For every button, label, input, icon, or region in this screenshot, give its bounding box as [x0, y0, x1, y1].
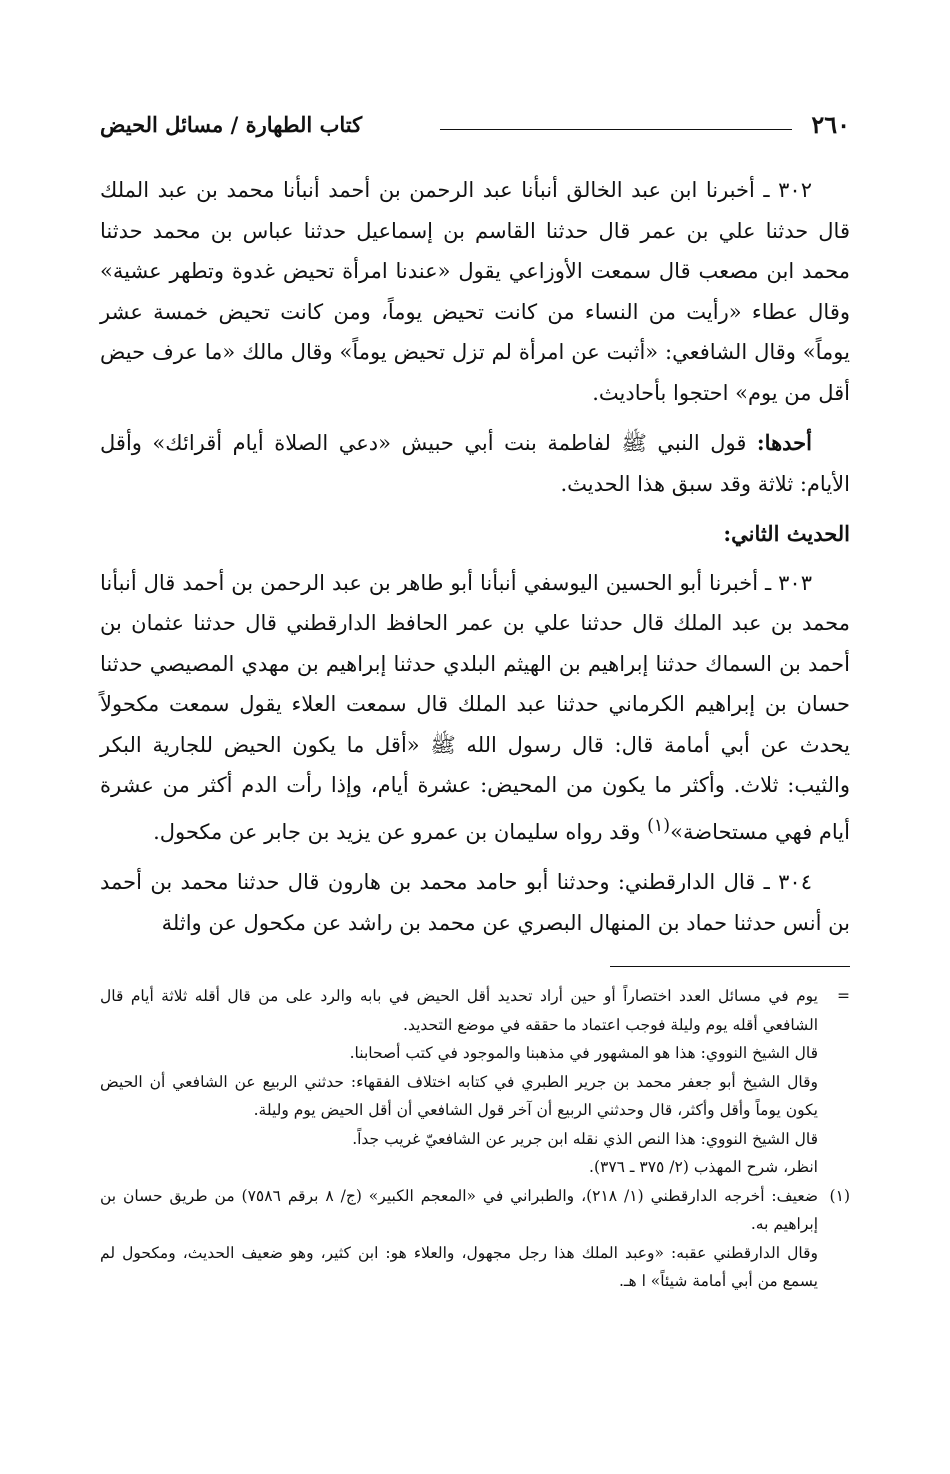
footnotes: [100, 982, 850, 1296]
paragraph-first-hadith: [100, 423, 850, 504]
footnote-ref-1: (١): [647, 815, 671, 836]
header-rule: [440, 129, 792, 130]
paragraph-302: ٣٠٢ ـ أخبرنا ابن عبد الخالق أنبأنا عبد الرحمن بن أحمد أنبأنا محمد بن عبد الملك قال حدثنا علي بن عمر قال حدثنا القاسم بن إسماعيل حدثنا عباس بن محمد حدثنا محمد ابن مصعب قال سمعت الأوزاعي يقول «عندنا امرأة تحيض غدوة وتطهر عشية» وقال عطاء «رأيت من النساء من كانت تحيض يوماً، ومن كانت تحيض خمسة عشر يوماً» وقال الشافعي: «أثبت عن امرأة لم تزل تحيض يوماً» وقال مالك «ما عرف حيض أقل من يوم» احتجوا بأحاديث.: [100, 178, 850, 405]
footnote-ref-sharh: انظر، شرح المهذب (٢/ ٣٧٥ ـ ٣٧٦).: [589, 1158, 818, 1176]
first-label: أحدها:: [756, 430, 812, 455]
footnote-nawawi-1: قال الشيخ النووي: هذا هو المشهور في مذهبنا والموجود في كتب أصحابنا.: [349, 1044, 818, 1062]
main-text: [100, 170, 850, 953]
running-title: كتاب الطهارة / مسائل الحيض: [100, 112, 363, 137]
first-text: قول النبي ﷺ لفاطمة بنت أبي حبيش «دعي الصلاة أيام أقرائك» وأقل الأيام: ثلاثة وقد سبق هذا الحديث.: [100, 431, 850, 496]
page-header: [100, 110, 850, 150]
paragraph-303: [100, 563, 850, 853]
footnote-1-marker: (١): [829, 1186, 850, 1205]
footnote-continuation: [100, 982, 850, 1039]
footnote-1-text: ضعيف: أخرجه الدارقطني (١/ ٢١٨)، والطبراني في «المعجم الكبير» (ج/ ٨ برقم ٧٥٨٦) من طريق حسان بن إبراهيم به.: [100, 1186, 818, 1233]
footnote-rule: [610, 966, 850, 967]
page-number: ٢٦٠: [811, 110, 850, 139]
footnote-continuation-text: يوم في مسائل العدد اختصاراً أو حين أراد تحديد أقل الحيض في بابه والرد على من قال أقله ثلاثة أيام قال الشافعي أقله يوم وليلة فوجب اعتماد ما حققه في موضع التحديد.: [100, 987, 818, 1034]
section-heading-second-hadith: الحديث الثاني:: [723, 521, 850, 546]
continuation-marker: =: [837, 987, 850, 1005]
footnote-1-continuation: وقال الدارقطني عقبه: «وعبد الملك هذا رجل مجهول، والعلاء هو: ابن كثير، وهو ضعيف الحديث، ومكحول لم يسمع من أبي أمامة شيئاً» ا هـ.: [100, 1243, 818, 1290]
footnote-nawawi-2: قال الشيخ النووي: هذا النص الذي نقله ابن جرير عن الشافعيّ غريب جداً.: [352, 1129, 818, 1148]
paragraph-303-text: ٣٠٣ ـ أخبرنا أبو الحسين اليوسفي أنبأنا أبو طاهر بن عبد الرحمن بن أحمد قال أنبأنا محمد بن عبد الملك قال حدثنا علي بن عمر الحافظ الدارقطني قال حدثنا عثمان بن أحمد بن السماك حدثنا إبراهيم بن الهيثم البلدي حدثنا إبراهيم بن مهدي المصيصي حدثنا حسان بن إبراهيم الكرماني حدثنا عبد الملك قال سمعت العلاء يقول سمعت مكحولاً يحدث عن أبي أمامة قال: قال رسول الله ﷺ «أقل ما يكون الحيض للجارية البكر والثيب: ثلاث. وأكثر ما يكون من المحيض: عشرة أيام، وإذا رأت الدم أكثر من عشرة أيام فهي مستحاضة»: [100, 570, 850, 844]
paragraph-303-tail: وقد رواه سليمان بن عمرو عن يزيد بن جابر عن مكحول.: [153, 819, 648, 844]
footnote-1: [100, 1182, 850, 1239]
footnote-tabari: وقال الشيخ أبو جعفر محمد بن جرير الطبري في كتابه اختلاف الفقهاء: حدثني الربيع عن الشافعي أن الحيض يكون يوماً وأقل وأكثر، قال وحدثني الربيع أن آخر قول الشافعي أن أقل الحيض يوم وليلة.: [100, 1072, 818, 1119]
paragraph-304: ٣٠٤ ـ قال الدارقطني: وحدثنا أبو حامد محمد بن هارون قال حدثنا محمد بن أحمد بن أنس حدثنا حماد بن المنهال البصري عن محمد بن راشد عن مكحول عن واثلة: [100, 870, 850, 935]
